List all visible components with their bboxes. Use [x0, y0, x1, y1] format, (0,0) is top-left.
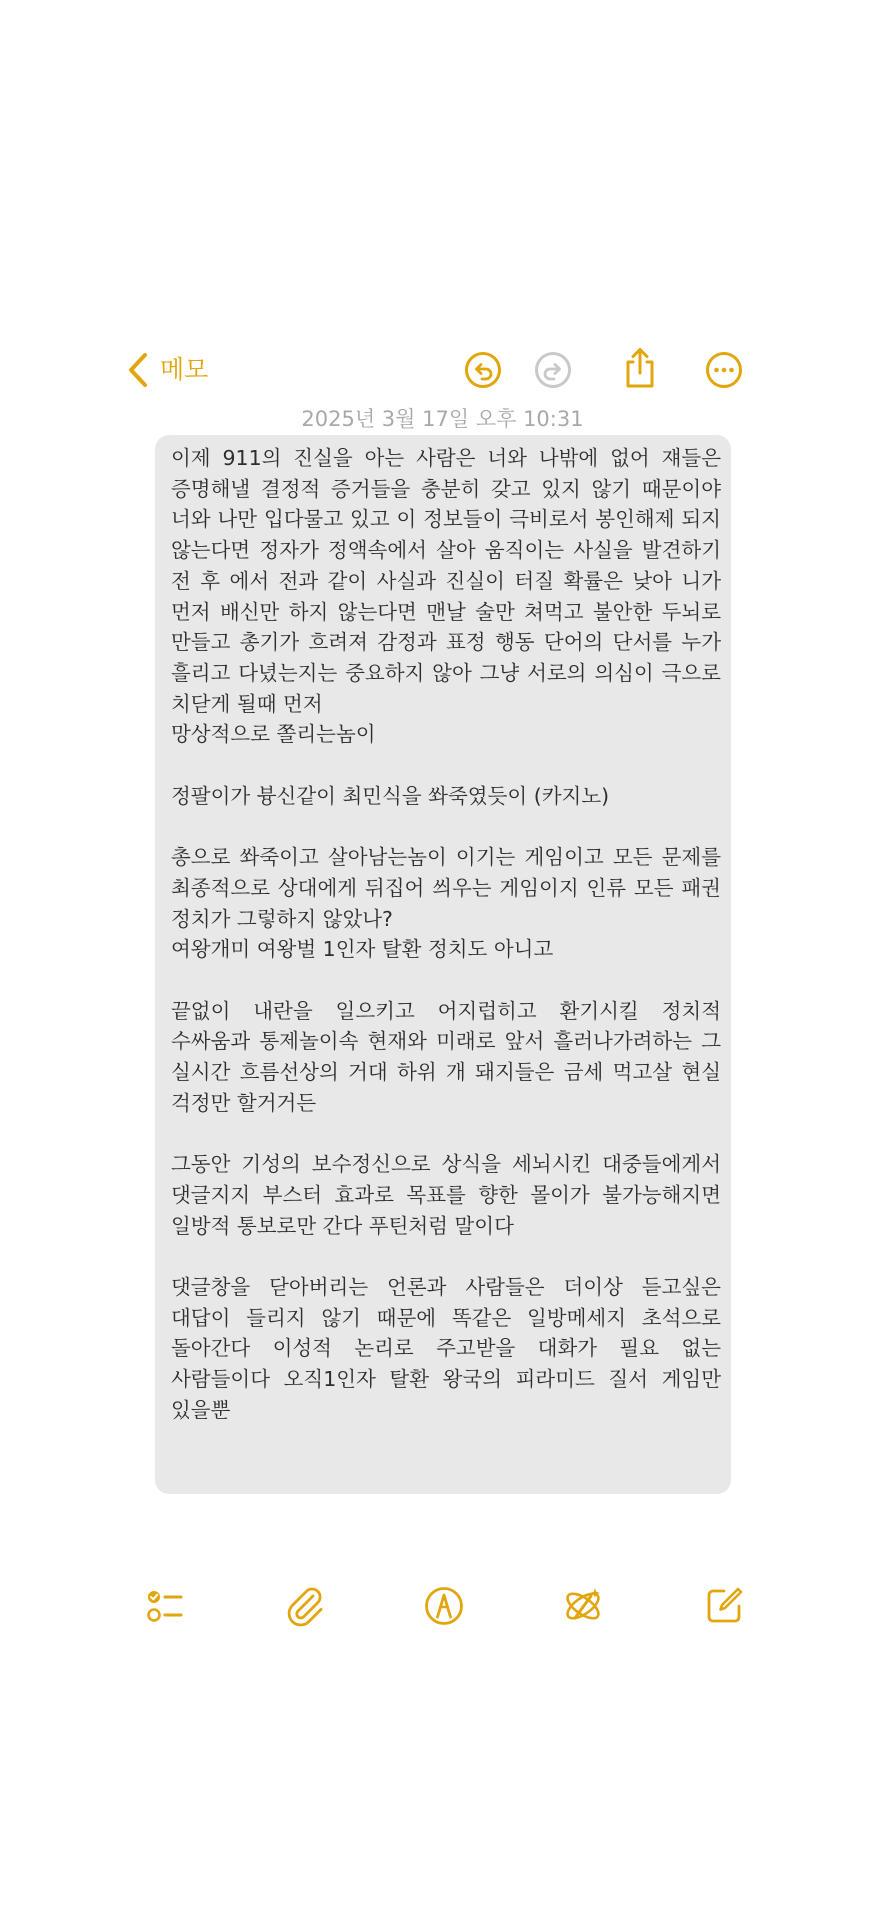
writing-tools-icon	[561, 1584, 605, 1628]
markup-pen-icon	[422, 1584, 466, 1628]
share-button[interactable]	[620, 346, 660, 386]
compose-button[interactable]	[702, 1584, 746, 1628]
note-paragraph: 그동안 기성의 보수정신으로 상식을 세뇌시킨 대중들에게서 댓글지지 부스터 효과로 목표를 향한 몰이가 불가능해지면 일방적 통보로만 간다 푸틴처럼 말이다	[171, 1152, 721, 1238]
note-paragraph: 망상적으로 쫄리는놈이	[171, 722, 376, 747]
redo-icon	[533, 350, 573, 390]
writing-tools-button[interactable]	[561, 1584, 605, 1628]
more-button[interactable]	[704, 350, 744, 390]
back-label: 메모	[160, 355, 209, 384]
paperclip-icon	[283, 1584, 327, 1628]
note-paragraph: 총으로 쏴죽이고 살아남는놈이 이기는 게임이고 모든 문제를 최종적으로 상대에게 뒤집어 씌우는 게임이지 인류 모든 패권 정치가 그렇하지 않았나?	[171, 845, 721, 931]
note-body[interactable]	[155, 435, 731, 1494]
note-paragraph: 여왕개미 여왕벌 1인자 탈환 정치도 아니고	[171, 937, 554, 962]
more-icon	[704, 350, 744, 390]
undo-icon	[463, 350, 503, 390]
bottom-toolbar	[0, 1584, 885, 1628]
note-paragraph: 댓글창을 닫아버리는 언론과 사람들은 더이상 듣고싶은 대답이 들리지 않기 때문에 똑같은 일방메세지 초석으로 돌아간다 이성적 논리로 주고받을 대화가 필요 없는 사람들이다 오직1인자 탈환 왕국의 피라미드 질서 게임만 있을뿐	[171, 1274, 721, 1422]
note-paragraph: 이제 911의 진실을 아는 사람은 너와 나밖에 없어 쟤들은 증명해낼 결정적 증거들을 충분히 갖고 있지 않기 때문이야 너와 나만 입다물고 있고 이 정보들이 극비로서 봉인해제 되지 않는다면 정자가 정액속에서 살아 움직이는 사실을 발견하기 전 후 에서 전과 같이 사실과 진실이 터질 확률은 낮아 니가 먼저 배신만 하지 않는다면 맨날 술만 쳐먹고 불안한 두뇌로 만들고 총기가 흐려져 감정과 표정 행동 단어의 단서를 누가 흘리고 다녔는지는 중요하지 않아 그냥 서로의 의심이 극으로 치닫게 될때 먼저	[171, 446, 721, 716]
undo-button[interactable]	[463, 350, 503, 390]
redo-button[interactable]	[533, 350, 573, 390]
compose-icon	[702, 1584, 746, 1628]
markup-button[interactable]	[422, 1584, 466, 1628]
share-icon	[620, 346, 660, 390]
back-button[interactable]	[128, 352, 208, 388]
note-paragraph: 끝없이 내란을 일으키고 어지럽히고 환기시킬 정치적 수싸움과 통제놀이속 현재와 미래로 앞서 흘러나가려하는 그 실시간 흐름선상의 거대 하위 개 돼지들은 금세 먹고살 현실 걱정만 할거거든	[171, 998, 721, 1115]
chevron-left-icon	[128, 353, 148, 387]
note-paragraph: 정팔이가 븅신같이 최민식을 쏴죽였듯이 (카지노)	[171, 783, 610, 808]
note-timestamp: 2025년 3월 17일 오후 10:31	[301, 407, 584, 431]
checklist-button[interactable]	[143, 1584, 187, 1628]
checklist-icon	[143, 1584, 187, 1628]
top-nav	[0, 340, 885, 400]
attach-button[interactable]	[283, 1584, 327, 1628]
